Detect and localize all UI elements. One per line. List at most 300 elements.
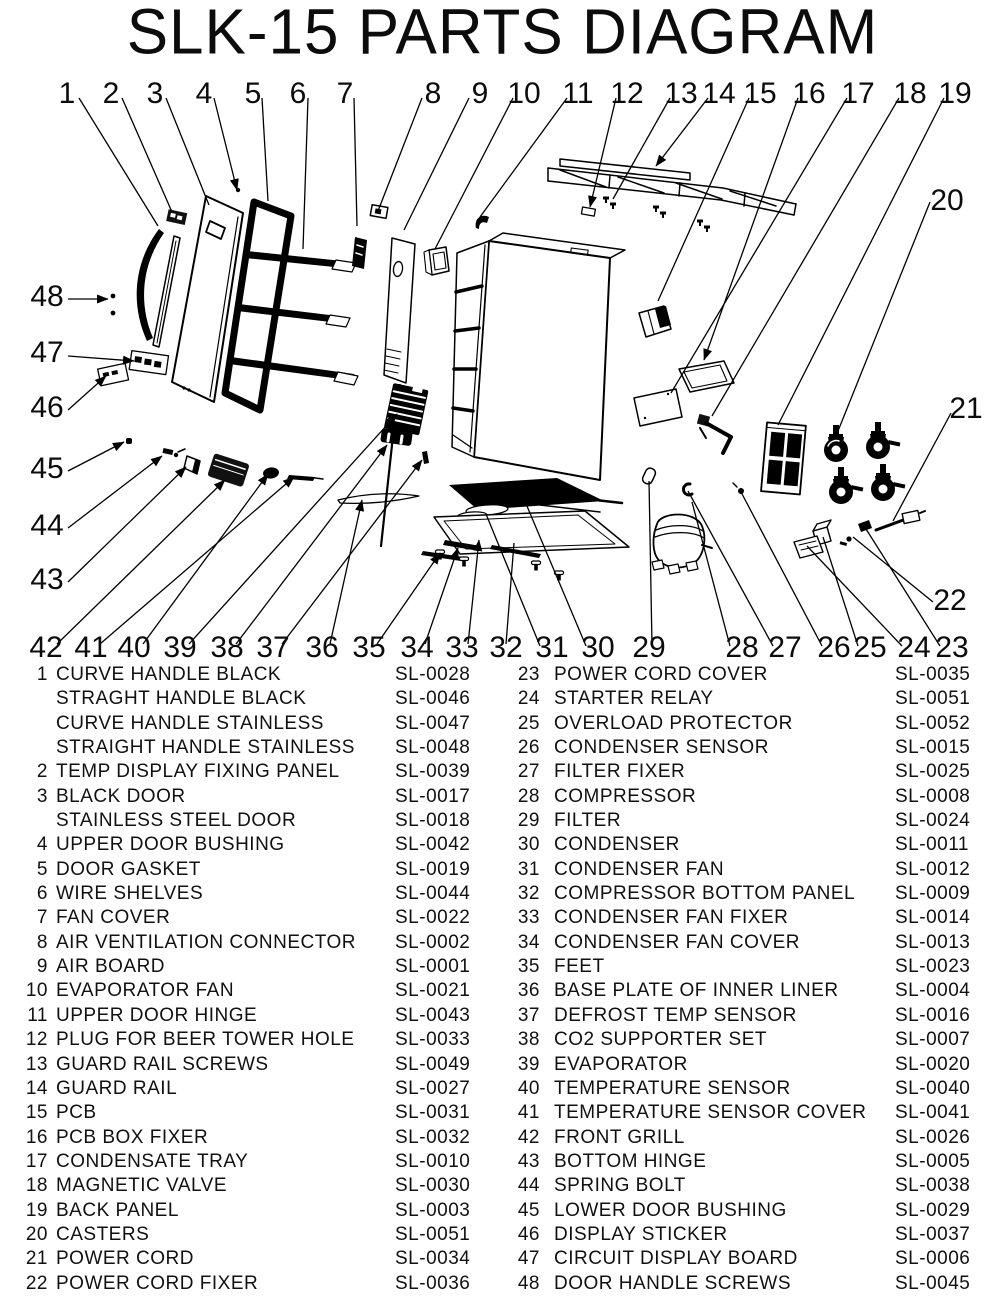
air-board [384,238,415,383]
parts-row [24,955,490,979]
callout-number-2: 2 [102,77,120,110]
parts-row-code: SL-0006 [895,1248,971,1270]
parts-row-code: SL-0041 [895,1102,971,1124]
parts-row-name: DISPLAY STICKER [554,1223,728,1245]
callout-number-7: 7 [336,77,354,110]
parts-row [505,760,981,784]
power-cord-cover [858,520,872,532]
parts-row-code: SL-0018 [395,810,471,832]
parts-row-name: POWER CORD FIXER [56,1272,259,1294]
parts-row-number: 17 [25,1150,48,1172]
leader-line-22 [853,537,933,602]
parts-row-code: SL-0037 [895,1223,971,1245]
parts-row [24,1199,490,1223]
parts-row-number: 44 [517,1175,540,1197]
parts-row-name: COMPRESSOR [554,785,697,807]
wire-shelves [229,251,358,385]
parts-row-name: WIRE SHELVES [56,883,204,905]
feet [436,550,564,581]
parts-row-number: 18 [25,1175,48,1197]
callout-number-18: 18 [893,77,927,110]
parts-row-number: 43 [517,1150,540,1172]
parts-row-number: 26 [517,737,540,759]
parts-row-code: SL-0039 [395,761,471,783]
callout-number-15: 15 [743,77,777,110]
parts-row-name: BASE PLATE OF INNER LINER [554,980,839,1002]
callout-number-27: 27 [768,631,802,663]
callout-number-28: 28 [725,631,759,663]
parts-row-number: 16 [25,1126,48,1148]
parts-row [505,1174,981,1198]
leader-line-21 [893,413,951,521]
parts-row-number: 8 [36,931,48,953]
callout-number-38: 38 [210,631,244,663]
parts-list [0,663,1005,1300]
parts-row [24,979,490,1003]
parts-row [24,712,490,736]
parts-row-code: SL-0007 [895,1029,971,1051]
callout-number-25: 25 [853,631,887,663]
parts-row [505,1077,981,1101]
callout-number-20: 20 [930,184,964,217]
parts-row-code: SL-0032 [395,1126,471,1148]
leader-line-17 [671,98,847,393]
parts-row-name: STRAGHT HANDLE BLACK [56,688,307,710]
evaporator-fan [424,247,449,275]
callout-number-17: 17 [841,77,875,110]
parts-row [505,882,981,906]
parts-row [24,906,490,930]
parts-row-name: PLUG FOR BEER TOWER HOLE [56,1029,355,1051]
parts-row-number: 12 [25,1029,48,1051]
callout-number-45: 45 [30,452,64,485]
parts-row [505,1004,981,1028]
leader-line-36 [330,500,362,644]
parts-row-name: STARTER RELAY [554,688,714,710]
callout-number-3: 3 [146,77,164,110]
leader-line-33 [468,540,479,644]
parts-row-number: 35 [517,956,540,978]
parts-row [24,858,490,882]
parts-row [505,1223,981,1247]
callout-number-37: 37 [256,631,290,663]
parts-row-number: 47 [517,1248,540,1270]
leader-line-37 [282,460,422,644]
leader-line-34 [425,548,458,644]
parts-row-number: 48 [517,1272,540,1294]
leader-line-29 [649,481,652,645]
parts-row-code: SL-0033 [395,1029,471,1051]
callout-number-47: 47 [30,336,64,369]
parts-row-number: 24 [517,688,540,710]
parts-row-code: SL-0051 [395,1223,471,1245]
leader-line-13 [613,98,670,199]
exploded-view-artwork [98,159,925,581]
parts-row [24,1004,490,1028]
filter-fixer [683,484,692,495]
parts-row-name: DOOR HANDLE SCREWS [554,1272,792,1294]
callout-number-5: 5 [244,77,262,110]
leader-line-1 [79,98,158,226]
parts-row [24,760,490,784]
parts-row-name: OVERLOAD PROTECTOR [554,712,793,734]
straight-handle [153,236,180,347]
parts-row [505,1126,981,1150]
callout-number-48: 48 [30,280,64,313]
parts-row-code: SL-0020 [895,1053,971,1075]
parts-row [24,882,490,906]
leader-line-45 [68,442,124,471]
parts-row-name: STAINLESS STEEL DOOR [56,810,297,832]
parts-row [505,809,981,833]
parts-row-name: FILTER [554,810,622,832]
beer-tower-plug [581,207,595,216]
parts-row-code: SL-0004 [895,980,971,1002]
callout-number-9: 9 [471,77,489,110]
parts-row-number [24,809,48,833]
parts-row-number: 7 [36,907,48,929]
bottom-hinge [184,456,200,474]
parts-row [24,833,490,857]
leader-line-25 [823,537,858,646]
parts-row-number: 19 [25,1199,48,1221]
leader-line-5 [262,98,268,201]
parts-row-name: FAN COVER [56,907,171,929]
leader-line-28 [692,502,730,646]
parts-row-number: 37 [517,1004,540,1026]
parts-row [505,1053,981,1077]
parts-row-number: 41 [517,1102,540,1124]
parts-row-number [24,736,48,760]
parts-row-name: UPPER DOOR HINGE [56,1004,258,1026]
parts-row-number: 5 [36,858,48,880]
parts-row [505,1247,981,1271]
parts-row-number: 42 [517,1126,540,1148]
parts-row [24,1077,490,1101]
parts-row-code: SL-0049 [395,1053,471,1075]
parts-row-code: SL-0025 [895,761,971,783]
leader-line-39 [189,414,397,644]
parts-row-code: SL-0035 [895,664,971,685]
parts-row-name: CONDENSATE TRAY [56,1150,249,1172]
parts-row [24,1028,490,1052]
parts-row [24,736,490,760]
parts-row-name: BLACK DOOR [56,785,186,807]
parts-row-code: SL-0014 [895,907,971,929]
parts-row-code: SL-0017 [395,785,471,807]
parts-row-code: SL-0031 [395,1102,471,1124]
parts-row-code: SL-0026 [895,1126,971,1148]
leader-line-26 [741,492,822,646]
parts-row-name: MAGNETIC VALVE [56,1175,227,1197]
parts-row-name: AIR BOARD [56,956,166,978]
parts-row-code: SL-0046 [395,688,471,710]
parts-row-code: SL-0005 [895,1150,971,1172]
parts-row-code: SL-0030 [395,1175,471,1197]
parts-row-number [24,687,48,711]
parts-row-number: 46 [517,1223,540,1245]
parts-row-name: COMPRESSOR BOTTOM PANEL [554,883,856,905]
parts-row-name: BACK PANEL [56,1199,179,1221]
callout-number-31: 31 [535,631,569,663]
parts-row [24,931,490,955]
fan-cover [352,237,367,269]
parts-row [24,687,490,711]
callout-number-36: 36 [305,631,339,663]
parts-row-name: EVAPORATOR [554,1053,688,1075]
leader-line-43 [68,467,186,582]
power-cord [876,510,925,530]
parts-row-name: TEMP DISPLAY FIXING PANEL [56,761,340,783]
parts-row-code: SL-0012 [895,858,971,880]
parts-row-number: 45 [517,1199,540,1221]
parts-row [505,1150,981,1174]
parts-row [505,931,981,955]
callout-number-1: 1 [58,77,76,110]
parts-row-number: 15 [25,1102,48,1124]
leader-line-47 [68,356,134,361]
callout-number-32: 32 [489,631,523,663]
parts-row-code: SL-0011 [895,834,969,856]
callout-number-43: 43 [30,563,64,596]
parts-row-name: BOTTOM HINGE [554,1150,707,1172]
parts-row-code: SL-0028 [395,664,471,685]
parts-row-number: 32 [517,883,540,905]
parts-row-name: DEFROST TEMP SENSOR [554,1004,797,1026]
parts-row-number: 23 [517,664,540,685]
leader-line-2 [122,98,172,212]
parts-row-name: CURVE HANDLE BLACK [56,664,282,685]
parts-row-code: SL-0044 [395,883,471,905]
parts-row [505,833,981,857]
parts-row-name: CONDENSER FAN [554,858,725,880]
parts-row-code: SL-0043 [395,1004,471,1026]
parts-row-name: AIR VENTILATION CONNECTOR [56,931,356,953]
parts-row [505,906,981,930]
parts-row-code: SL-0036 [395,1272,471,1294]
parts-row-code: SL-0015 [895,737,971,759]
parts-row [505,736,981,760]
callout-number-14: 14 [702,77,736,110]
parts-row-number: 4 [36,834,48,856]
parts-row-number [24,712,48,736]
evaporator [384,380,429,435]
callout-number-42: 42 [29,631,63,663]
parts-row [505,712,981,736]
parts-row-code: SL-0002 [395,931,471,953]
parts-row [24,1272,490,1296]
callout-number-30: 30 [581,631,615,663]
callout-number-26: 26 [817,631,851,663]
parts-row-code: SL-0009 [895,883,971,905]
parts-row-code: SL-0027 [395,1077,471,1099]
callout-number-33: 33 [445,631,479,663]
upper-door-hinge [476,216,489,229]
leader-line-23 [866,529,940,646]
parts-row-name: CIRCUIT DISPLAY BOARD [554,1248,798,1270]
parts-row-code: SL-0029 [895,1199,971,1221]
callout-number-24: 24 [897,631,931,663]
parts-row [505,955,981,979]
door-panel [172,196,243,402]
callout-number-8: 8 [424,77,442,110]
parts-row-name: CONDENSER FAN COVER [554,931,800,953]
guard-rail-screws [603,197,710,233]
parts-row-number: 9 [36,956,48,978]
leader-line-18 [712,98,899,416]
leader-line-16 [704,98,798,360]
parts-row-code: SL-0021 [395,980,471,1002]
parts-row-name: CASTERS [56,1223,150,1245]
pcb-box [639,306,671,337]
parts-row-number: 33 [517,907,540,929]
parts-row-number: 36 [517,980,540,1002]
parts-row-name: CO2 SUPPORTER SET [554,1029,767,1051]
parts-row-number: 3 [36,785,48,807]
parts-row-name: LOWER DOOR BUSHING [554,1199,787,1221]
parts-row-number: 34 [517,931,540,953]
parts-row [24,1223,490,1247]
condensate-tray [634,389,682,426]
parts-row-name: PCB [56,1102,97,1124]
parts-row [24,663,490,687]
parts-row-number: 27 [517,761,540,783]
circuit-display-board [129,351,168,375]
parts-row [24,1150,490,1174]
callout-number-23: 23 [935,631,969,663]
parts-row [24,1101,490,1125]
parts-row-code: SL-0010 [395,1150,471,1172]
parts-row-name: GUARD RAIL [56,1077,178,1099]
back-panel [761,422,806,494]
leader-line-15 [658,98,749,301]
parts-row [505,1272,981,1296]
parts-row-number: 25 [517,712,540,734]
condenser-sensor [733,483,744,494]
temp-display-fixing-panel [166,209,187,225]
parts-row-name: FEET [554,956,605,978]
parts-row-name: SPRING BOLT [554,1175,686,1197]
parts-row-name: GUARD RAIL SCREWS [56,1053,269,1075]
cabinet-body [452,233,625,480]
parts-row-code: SL-0038 [895,1175,971,1197]
parts-row-number: 31 [517,858,540,880]
parts-row [505,663,981,687]
leader-line-6 [303,98,308,249]
parts-row-code: SL-0008 [895,785,971,807]
parts-row-name: PCB BOX FIXER [56,1126,209,1148]
page-title: SLK-15 PARTS DIAGRAM [126,0,879,68]
parts-row-code: SL-0022 [395,907,471,929]
parts-row-number: 30 [517,834,540,856]
parts-row-number: 14 [25,1077,48,1099]
leader-line-46 [68,376,106,410]
parts-row [24,1174,490,1198]
parts-row-name: FILTER FIXER [554,761,686,783]
parts-row-code: SL-0045 [895,1272,971,1294]
callout-number-19: 19 [938,77,972,110]
leader-line-12 [590,98,616,207]
parts-row-number: 2 [36,761,48,783]
callout-number-6: 6 [289,77,307,110]
parts-row-name: FRONT GRILL [554,1126,685,1148]
base-plate-inner-liner [338,494,419,504]
parts-row-code: SL-0047 [395,712,471,734]
callout-number-11: 11 [562,77,594,110]
callout-number-34: 34 [400,631,434,663]
parts-row [505,1028,981,1052]
callout-number-13: 13 [664,77,698,110]
parts-row-code: SL-0024 [895,810,971,832]
callout-number-16: 16 [792,77,826,110]
parts-row-code: SL-0013 [895,931,971,953]
front-grill [207,453,250,487]
parts-row [505,687,981,711]
parts-column-left [24,663,490,1296]
callout-number-21: 21 [949,392,983,425]
parts-row-code: SL-0052 [895,712,971,734]
parts-row-number: 1 [36,664,48,685]
parts-row-code: SL-0003 [395,1199,471,1221]
parts-row [505,785,981,809]
parts-row-code: SL-0019 [395,858,471,880]
parts-row-name: UPPER DOOR BUSHING [56,834,285,856]
leader-line-20 [838,202,930,431]
defrost-temp-sensor [422,451,429,464]
callout-number-41: 41 [74,631,108,663]
leader-line-10 [435,98,513,249]
casters [824,422,905,504]
parts-row-number: 39 [517,1053,540,1075]
parts-row [505,858,981,882]
parts-row-name: EVAPORATOR FAN [56,980,235,1002]
callout-number-46: 46 [30,391,64,424]
parts-row [505,1101,981,1125]
parts-row [24,1126,490,1150]
callout-number-4: 4 [195,77,213,110]
callout-number-10: 10 [507,77,541,110]
parts-row-code: SL-0040 [895,1077,971,1099]
parts-row [24,785,490,809]
parts-row-code: SL-0051 [895,688,971,710]
door-handle-screws [111,294,116,316]
parts-row-number: 28 [517,785,540,807]
callout-number-39: 39 [163,631,197,663]
parts-row-name: CONDENSER FAN FIXER [554,907,789,929]
parts-row [24,809,490,833]
parts-row-number: 40 [517,1077,540,1099]
callout-number-44: 44 [30,509,64,542]
leader-line-32 [506,543,514,644]
parts-row-name: CONDENSER [554,834,680,856]
leader-line-42 [57,480,225,644]
parts-row-code: SL-0001 [395,956,471,978]
leader-line-44 [68,456,162,528]
callout-number-12: 12 [610,77,644,110]
parts-row-number: 20 [25,1223,48,1245]
parts-row-code: SL-0048 [395,737,471,759]
callout-number-40: 40 [117,631,151,663]
parts-row [24,1053,490,1077]
leader-line-38 [236,445,387,644]
parts-row-number: 38 [517,1029,540,1051]
parts-row-code: SL-0042 [395,834,471,856]
parts-row [505,1199,981,1223]
parts-row-name: DOOR GASKET [56,858,201,880]
parts-row-name: CONDENSER SENSOR [554,737,769,759]
callout-number-29: 29 [632,631,666,663]
parts-row-number: 22 [25,1272,48,1294]
